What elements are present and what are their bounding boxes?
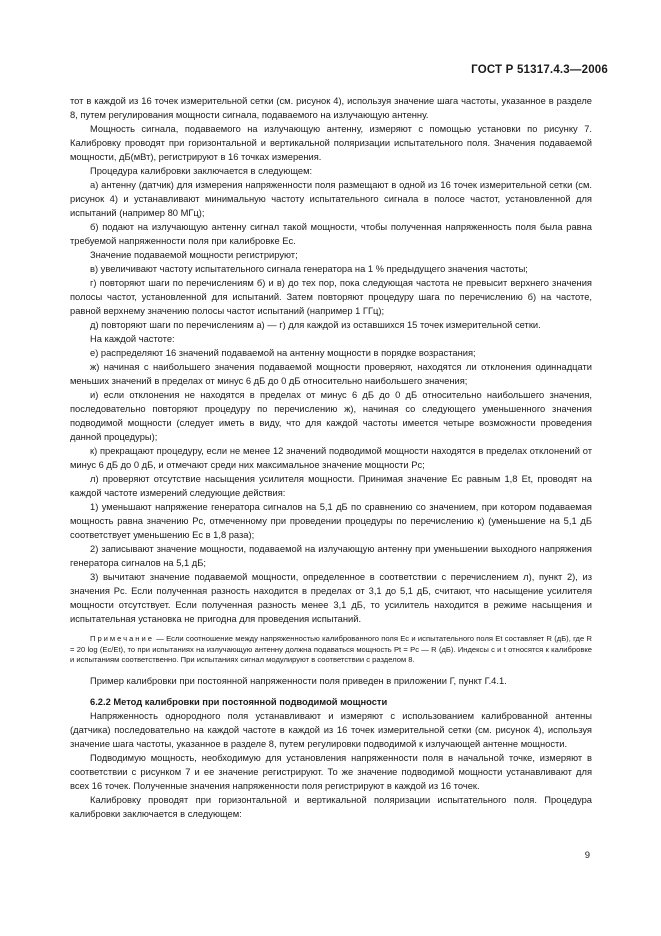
list-item: и) если отклонения не находятся в пределах от минус 6 дБ до 0 дБ относительно наибольшего значения, последовательно повторяют процедуру по перечислению ж), начиная со следующего уменьшенного значения подводимой мощности (следует иметь в виду, что для каждой частоты имеется четыре возможности проведения данной процедуры); xyxy=(70,390,592,442)
list-item: д) повторяют шаги по перечислениям а) — г) для каждой из оставшихся 15 точек измерительной сетки. xyxy=(90,320,541,330)
list-item: к) прекращают процедуру, если не менее 12 значений подводимой мощности находятся в пределах отклонений от минус 6 дБ до 0 дБ, и отмечают среди них максимальное значение мощности Pс; xyxy=(70,446,592,470)
list-item: 1) уменьшают напряжение генератора сигналов на 5,1 дБ по сравнению со значением, при котором подаваемая мощность равна значению Pс, отмеченному при проведении процедуры по перечислению к) (уменьшение на 5,1 дБ соответствует уменьшению Eс в 1,8 раза); xyxy=(70,502,592,540)
paragraph: Напряженность однородного поля устанавливают и измеряют с использованием калиброванной антенны (датчика) последовательно на каждой частоте в каждой из 16 точек измерительной сетки (см. рисунок 4), используя значение шага частоты, указанное в разделе 8, путем регулировки подводимой к излучающей антенне мощности. xyxy=(70,710,592,749)
page-number: 9 xyxy=(584,850,590,861)
list-item: а) антенну (датчик) для измерения напряженности поля размещают в одной из 16 точек измерительной сетки (см. рисунок 4) и устанавливают минимальную частоту испытательного сигнала в полосе частот, установленной для испытаний (например 80 МГц); xyxy=(70,180,592,218)
paragraph: Калибровку проводят при горизонтальной и вертикальной поляризации испытательного поля. Процедура калибровки заключается в следующем: xyxy=(70,794,592,819)
paragraph: тот в каждой из 16 точек измерительной сетки (см. рисунок 4), используя значение шага частоты, указанное в разделе 8, путем регулирования мощности сигнала, подаваемого на излучающую антенну. xyxy=(70,96,592,120)
note-heading: Примечание xyxy=(90,634,154,643)
paragraph: Подводимую мощность, необходимую для установления напряженности поля в начальной точке, измеряют в соответствии с рисунком 7 и ее значение регистрируют. То же значение подводимой мощности устанавливают для всех 16 точек. Полученные значения напряженности поля регистрируют в каждой из 16 точек. xyxy=(70,752,592,791)
list-item: 2) записывают значение мощности, подаваемой на излучающую антенну при уменьшении выходного напряжения генератора сигналов на 5,1 дБ; xyxy=(70,544,592,568)
list-item: 3) вычитают значение подаваемой мощности, определенное в соответствии с перечислением л), пункт 2), из значения Pс. Если полученная разность находится в пределах от 3,1 до 5,1 дБ, считают, что насыщение усилителя мощности отсутствует. Если полученная разность менее 3,1 дБ, то усилитель находится в режиме насыщения и испытательная установка не пригодна для проведения испытаний. xyxy=(70,572,592,624)
section-heading: 6.2.2 Метод калибровки при постоянной подводимой мощности xyxy=(90,696,388,707)
paragraph: Пример калибровки при постоянной напряженности поля приведен в приложении Г, пункт Г.4.1. xyxy=(90,675,507,686)
note xyxy=(70,634,592,666)
document-id: ГОСТ Р 51317.4.3—2006 xyxy=(471,64,608,76)
paragraph: Мощность сигнала, подаваемого на излучающую антенну, измеряют с помощью установки по рисунку 7. Калибровку проводят при горизонтальной и вертикальной поляризации испытательного поля. Значения подаваемой мощности, дБ(мВт), регистрируют в 16 точках измерения. xyxy=(70,124,592,162)
paragraph: Значение подаваемой мощности регистрируют; xyxy=(90,250,298,260)
list-item: л) проверяют отсутствие насыщения усилителя мощности. Принимая значение Eс равным 1,8 Et, проводят на каждой частоте измерений следующие действия: xyxy=(70,474,592,498)
paragraph: На каждой частоте: xyxy=(90,334,175,344)
list-item: г) повторяют шаги по перечислениям б) и в) до тех пор, пока следующая частота не превысит верхнего значения полосы частот, установленной для испытаний. Затем повторяют процедуру шага по перечислению б) на частоте, равной верхнему значению полосы частот испытаний (например 1 ГГц); xyxy=(70,278,592,316)
list-item: б) подают на излучающую антенну сигнал такой мощности, чтобы полученная напряженность поля была равна требуемой напряженности поля при калибровке Eс. xyxy=(70,222,592,246)
list-item: ж) начиная с наибольшего значения подаваемой мощности проверяют, находятся ли отклонения одиннадцати меньших значений в пределах от минус 6 дБ до 0 дБ относительно наибольшего значения; xyxy=(70,362,592,386)
paragraph: Процедура калибровки заключается в следующем: xyxy=(90,166,313,176)
list-item: е) распределяют 16 значений подаваемой на антенну мощности в порядке возрастания; xyxy=(90,348,476,358)
document-body xyxy=(70,94,592,821)
list-item: в) увеличивают частоту испытательного сигнала генератора на 1 % предыдущего значения частоты; xyxy=(90,264,528,274)
note-text: — Если соотношение между напряженностью калиброванного поля Eс и испытательного поля Et составляет R (дБ), где R = 20 log (Eс/Et), то при испытаниях на излучающую антенну должна подаваться мощность Pt = Pс — R (дБ). Индексы c и t относятся к калибровке и испытаниям соответственно. При испытаниях сигнал модулируют в соответствии с разделом 8. xyxy=(70,634,592,665)
